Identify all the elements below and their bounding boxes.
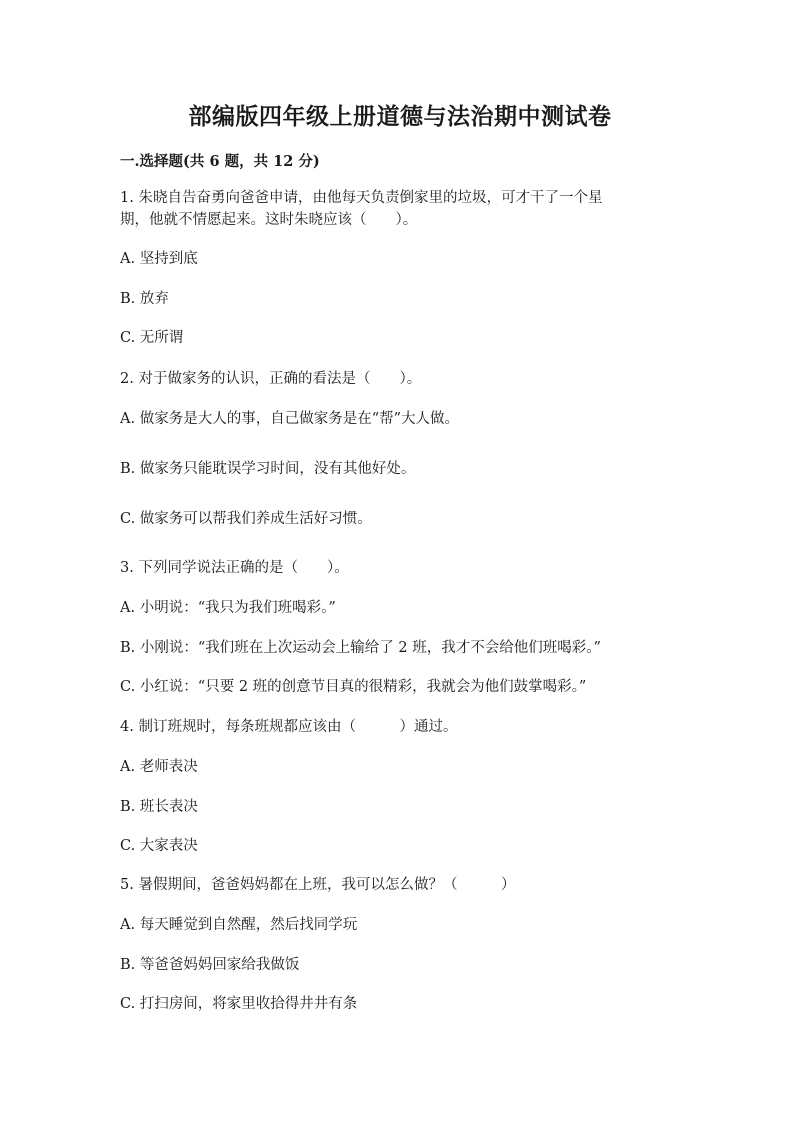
question-4-stem: 4. 制订班规时，每条班规都应该由（ ）通过。 (120, 719, 458, 735)
question-4-option-a: A. 老师表决 (120, 759, 198, 775)
question-1-stem-line2: 期，他就不情愿起来。这时朱晓应该（ ）。 (120, 212, 418, 228)
page-title: 部编版四年级上册道德与法治期中测试卷 (188, 103, 612, 130)
question-4-option-c: C. 大家表决 (120, 838, 198, 854)
question-5-option-c: C. 打扫房间，将家里收拾得井井有条 (120, 996, 358, 1012)
question-1-option-b: B. 放弃 (120, 291, 169, 307)
question-3-option-a: A. 小明说：“我只为我们班喝彩。” (120, 600, 336, 616)
question-5-option-b: B. 等爸爸妈妈回家给我做饭 (120, 957, 300, 973)
question-2-option-c: C. 做家务可以帮我们养成生活好习惯。 (120, 511, 372, 527)
question-1-option-a: A. 坚持到底 (120, 251, 198, 267)
question-2-option-b: B. 做家务只能耽误学习时间，没有其他好处。 (120, 461, 416, 477)
question-3-option-c: C. 小红说：“只要 2 班的创意节目真的很精彩，我就会为他们鼓掌喝彩。” (120, 679, 587, 695)
question-4-option-b: B. 班长表决 (120, 799, 198, 815)
question-1-option-c: C. 无所谓 (120, 330, 184, 346)
question-5-stem: 5. 暑假期间，爸爸妈妈都在上班，我可以怎么做？（ ） (120, 877, 516, 893)
question-3-stem: 3. 下列同学说法正确的是（ ）。 (120, 560, 349, 576)
section-heading: 一.选择题(共 6 题，共 12 分) (120, 153, 320, 170)
question-5-option-a: A. 每天睡觉到自然醒，然后找同学玩 (120, 917, 358, 933)
question-2-stem: 2. 对于做家务的认识，正确的看法是（ ）。 (120, 371, 422, 387)
question-1-stem-line1: 1. 朱晓自告奋勇向爸爸申请，由他每天负责倒家里的垃圾，可才干了一个星 (120, 190, 603, 206)
question-2-option-a: A. 做家务是大人的事，自己做家务是在“帮”大人做。 (120, 411, 460, 427)
question-3-option-b: B. 小刚说：“我们班在上次运动会上输给了 2 班，我才不会给他们班喝彩。” (120, 640, 601, 656)
